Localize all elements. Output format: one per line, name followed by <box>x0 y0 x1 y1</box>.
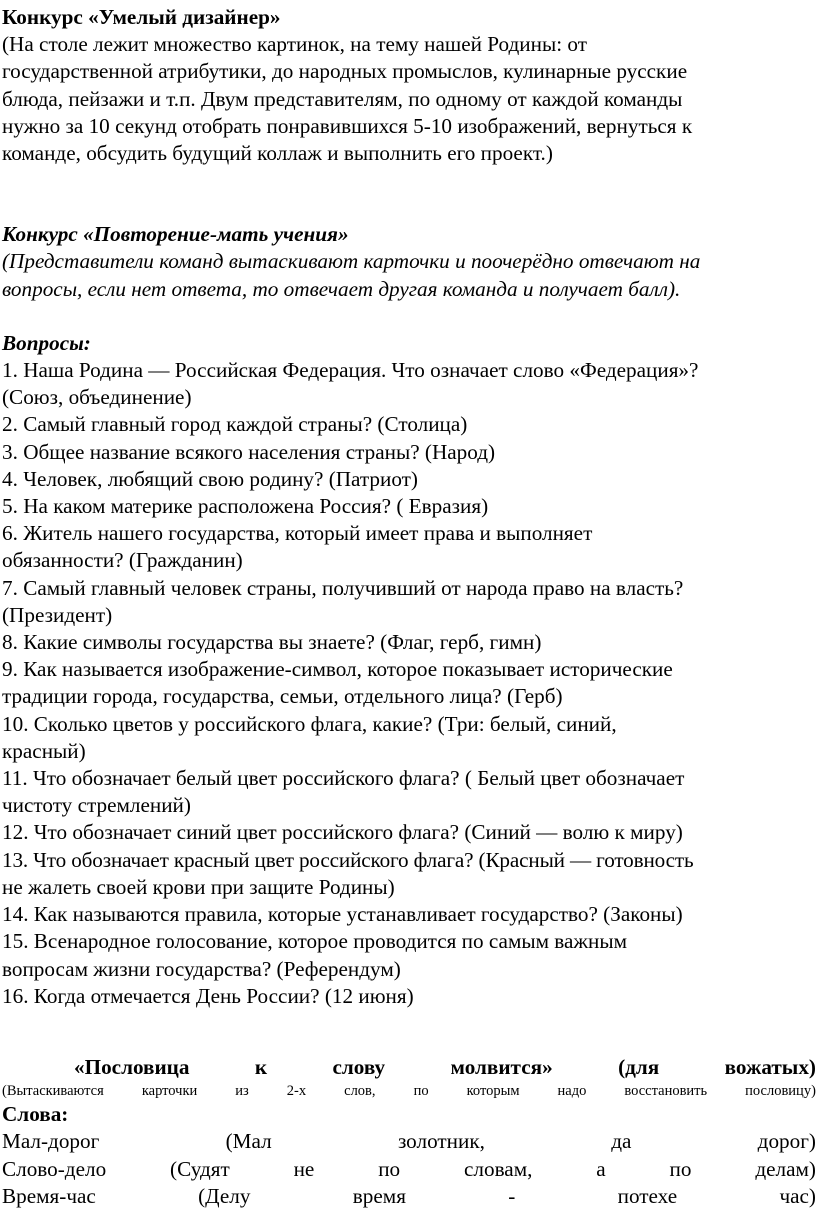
question-line: 12. Что обозначает синий цвет российского флага? (Синий — волю к миру) <box>2 820 683 845</box>
question-line: 10. Сколько цветов у российского флага, какие? (Три: белый, синий, <box>2 711 617 736</box>
section1-body <box>2 31 816 167</box>
section1-line: блюда, пейзажи и т.п. Двум представителям, по одному от каждой команды <box>2 86 683 111</box>
question-line: 1. Наша Родина — Российская Федерация. Что означает слово «Федерация»? <box>2 358 699 383</box>
title-word: слову <box>332 1054 386 1079</box>
note-word: надо <box>557 1083 587 1100</box>
section1-line: нужно за 10 секунд отобрать понравившихся 5-10 изображений, вернуться к <box>2 113 693 138</box>
note-word: карточки <box>141 1083 198 1100</box>
note-word: восстановить <box>624 1083 708 1100</box>
question-line: 16. Когда отмечается День России? (12 июня) <box>2 983 414 1008</box>
section1-line: государственной атрибутики, до народных промыслов, кулинарные русские <box>2 59 688 84</box>
question-line: (Союз, объединение) <box>2 385 192 410</box>
proverb-word: словам, <box>464 1156 533 1181</box>
question-line: 15. Всенародное голосование, которое проводится по самым важным <box>2 929 628 954</box>
title-word: «Пословица <box>74 1054 190 1079</box>
proverb-row <box>2 1156 816 1183</box>
note-word: пословицу) <box>745 1083 816 1100</box>
title-word: молвится» <box>450 1054 553 1079</box>
section1-line: команде, обсудить будущий коллаж и выполнить его проект.) <box>2 141 553 166</box>
question-line: (Президент) <box>2 602 113 627</box>
section2-line: вопросы, если нет ответа, то отвечает другая команда и получает балл). <box>2 276 681 301</box>
proverb-word: по <box>669 1156 692 1181</box>
title-word: к <box>254 1054 268 1079</box>
proverb-word: - <box>508 1183 516 1208</box>
section2-body <box>2 248 816 302</box>
proverb-word: Слово-дело <box>2 1156 107 1181</box>
question-line: чистоту стремлений) <box>2 793 191 818</box>
title-word: вожатых) <box>724 1054 816 1079</box>
question-line: 14. Как называются правила, которые устанавливает государство? (Законы) <box>2 902 683 927</box>
question-line: 13. Что обозначает красный цвет российского флага? (Красный — готовность <box>2 847 694 872</box>
question-line: красный) <box>2 738 86 763</box>
question-line: не жалеть своей крови при защите Родины) <box>2 874 395 899</box>
question-line: традиции города, государства, семьи, отдельного лица? (Герб) <box>2 684 563 709</box>
proverb-word: по <box>378 1156 401 1181</box>
note-word: из <box>235 1083 249 1100</box>
proverb-word: (Судят <box>170 1156 230 1181</box>
proverb-word: потехе <box>617 1183 678 1208</box>
proverb-word: Мал-дорог <box>2 1129 100 1154</box>
note-word: 2-х <box>286 1083 307 1100</box>
question-line: 2. Самый главный город каждой страны? (Столица) <box>2 412 468 437</box>
question-line: 11. Что обозначает белый цвет российского флага? ( Белый цвет обозначает <box>2 766 685 791</box>
question-line: 6. Житель нашего государства, который имеет права и выполняет <box>2 521 593 546</box>
proverb-word: (Мал <box>225 1129 272 1154</box>
section2-title: Конкурс «Повторение-мать учения» <box>2 222 349 247</box>
proverb-row <box>2 1128 816 1155</box>
question-line: 9. Как называется изображение-символ, которое показывает исторические <box>2 657 673 682</box>
proverb-word: время <box>352 1183 406 1208</box>
question-line: 5. На каком материке расположена Россия? ( Евразия) <box>2 494 489 519</box>
proverb-word: делам) <box>755 1156 816 1181</box>
section3-note <box>2 1081 816 1101</box>
proverb-word: час) <box>779 1183 816 1208</box>
section3-title <box>2 1054 816 1081</box>
title-word: (для <box>618 1054 660 1079</box>
question-line: 8. Какие символы государства вы знаете? (Флаг, герб, гимн) <box>2 630 542 655</box>
questions-heading: Вопросы: <box>2 330 91 355</box>
note-word: слов, <box>344 1083 376 1100</box>
words-heading: Слова: <box>2 1102 69 1127</box>
section2-line: (Представители команд вытаскивают карточки и поочерёдно отвечают на <box>2 249 701 274</box>
proverb-word: да <box>611 1129 632 1154</box>
note-word: которым <box>466 1083 520 1100</box>
note-word: (Вытаскиваются <box>2 1083 104 1100</box>
proverb-word: дорог) <box>757 1129 816 1154</box>
proverb-row <box>2 1183 816 1210</box>
proverb-word: Время-час <box>2 1183 96 1208</box>
question-line: 7. Самый главный человек страны, получивший от народа право на власть? <box>2 575 684 600</box>
question-line: вопросам жизни государства? (Референдум) <box>2 956 401 981</box>
questions-list <box>2 357 816 1010</box>
question-line: 3. Общее название всякого населения страны? (Народ) <box>2 439 496 464</box>
question-line: обязанности? (Гражданин) <box>2 548 243 573</box>
proverb-word: а <box>596 1156 606 1181</box>
proverb-word: не <box>293 1156 315 1181</box>
proverb-word: золотник, <box>397 1129 485 1154</box>
section1-line: (На столе лежит множество картинок, на тему нашей Родины: от <box>2 32 587 57</box>
question-line: 4. Человек, любящий свою родину? (Патриот) <box>2 466 418 491</box>
note-word: по <box>413 1083 429 1100</box>
section1-title: Конкурс «Умелый дизайнер» <box>2 5 281 29</box>
proverb-word: (Делу <box>198 1183 251 1208</box>
